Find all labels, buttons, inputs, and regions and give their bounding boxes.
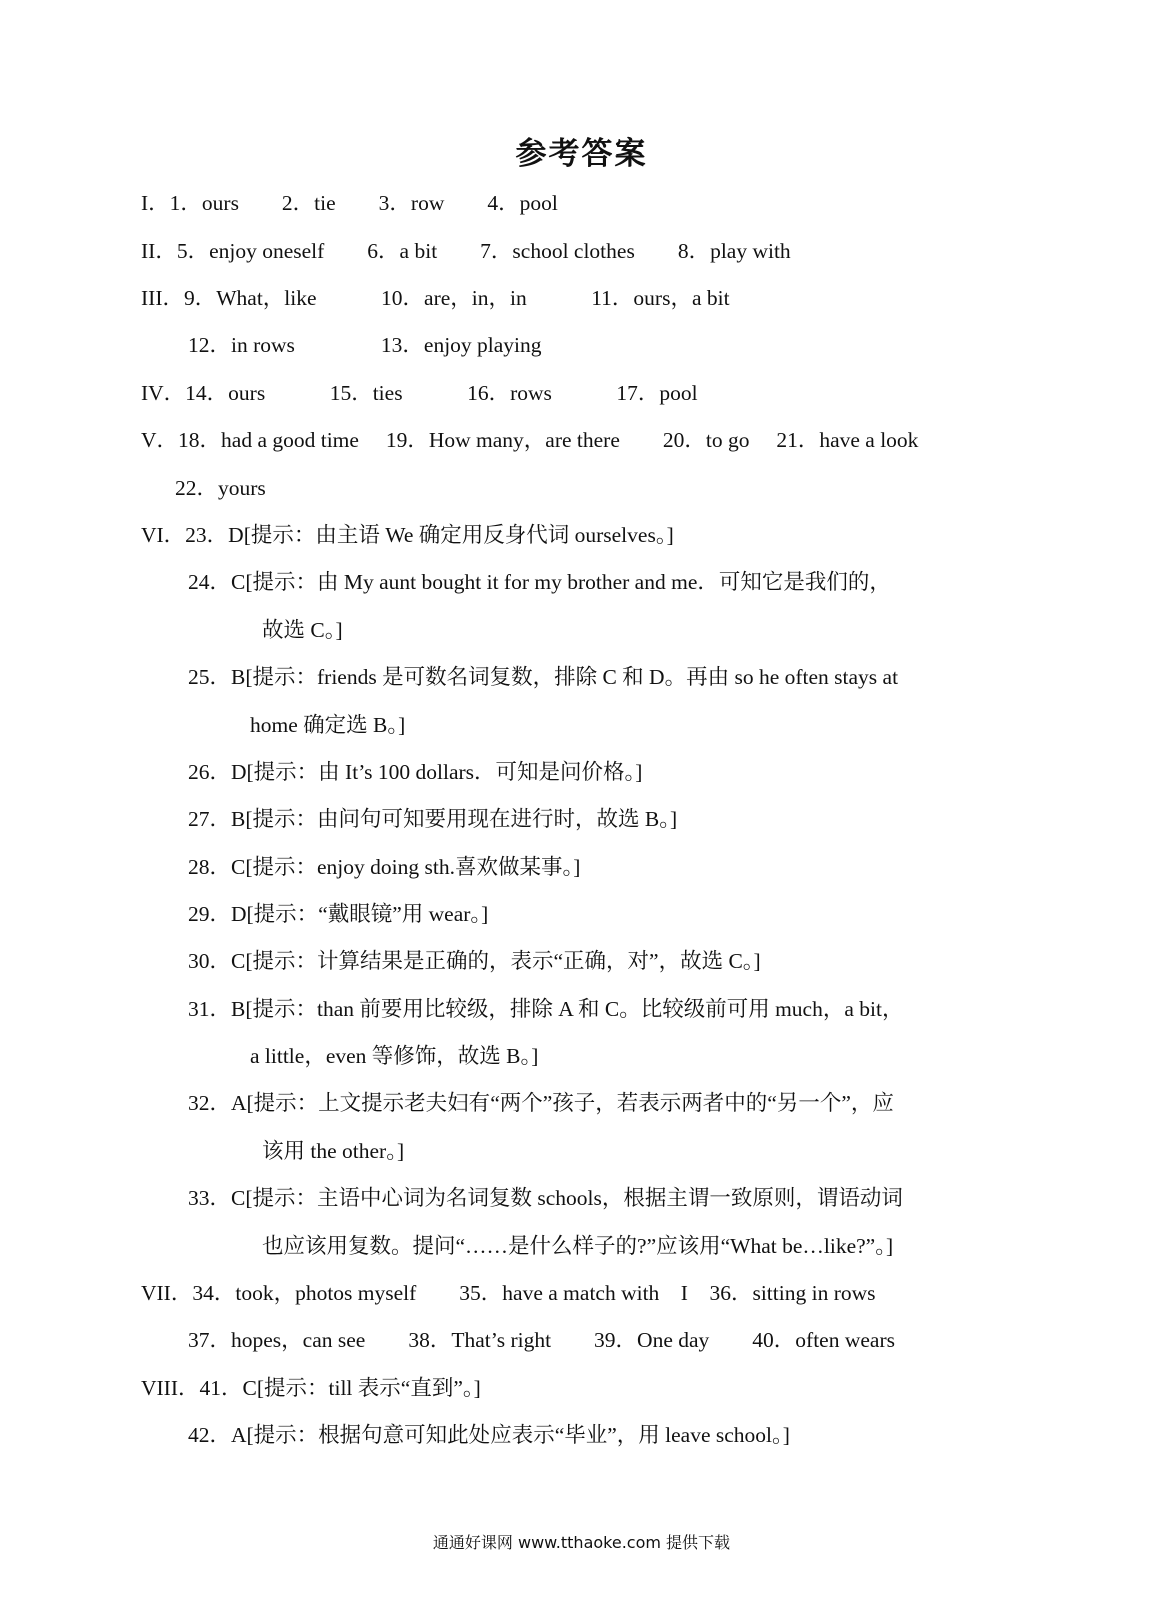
answer-line-2: II．5．enjoy oneself 6．a bit 7．school clothes 8．play with	[141, 239, 791, 263]
footer-source: 通通好课网 www.tthaoke.com 提供下载	[432, 1533, 731, 1552]
answer-line-13: 26．D[提示：由 It’s 100 dollars．可知是问价格。]	[188, 760, 643, 784]
answer-line-23: 也应该用复数。提问“……是什么样子的?”应该用“What be…like?”。]	[262, 1234, 894, 1258]
answer-line-10: 故选 C。]	[262, 618, 343, 642]
answer-line-1: I．1．ours 2．tie 3．row 4．pool	[141, 191, 558, 215]
answer-line-20: 32．A[提示：上文提示老夫妇有“两个”孩子，若表示两者中的“另一个”，应	[188, 1091, 894, 1115]
answer-line-22: 33．C[提示：主语中心词为名词复数 schools，根据主谓一致原则，谓语动词	[188, 1186, 903, 1210]
answer-line-21: 该用 the other。]	[262, 1139, 405, 1163]
answer-line-4: 12．in rows 13．enjoy playing	[188, 333, 542, 357]
answer-line-9: 24．C[提示：由 My aunt bought it for my brother and me．可知它是我们的，	[188, 570, 891, 594]
answer-line-26: VIII．41．C[提示：till 表示“直到”。]	[141, 1376, 481, 1400]
answer-line-16: 29．D[提示：“戴眼镜”用 wear。]	[188, 902, 489, 926]
answer-line-3: III．9．What，like 10．are，in，in 11．ours，a bit	[141, 286, 730, 310]
answer-line-8: VI．23．D[提示：由主语 We 确定用反身代词 ourselves。]	[141, 523, 674, 547]
answer-line-11: 25．B[提示：friends 是可数名词复数，排除 C 和 D。再由 so he often stays at	[188, 665, 899, 689]
answer-line-19: a little，even 等修饰，故选 B。]	[250, 1044, 539, 1068]
answer-line-7: 22．yours	[175, 476, 266, 500]
answer-line-24: VII．34．took，photos myself 35．have a match with I 36．sitting in rows	[141, 1281, 876, 1305]
page-title: 参考答案	[515, 136, 648, 172]
answer-line-5: IV．14．ours 15．ties 16．rows 17．pool	[141, 381, 698, 405]
answer-line-12: home 确定选 B。]	[250, 713, 406, 737]
answer-line-27: 42．A[提示：根据句意可知此处应表示“毕业”，用 leave school。]	[188, 1423, 790, 1447]
answer-line-6: V．18．had a good time 19．How many，are there 20．to go 21．have a look	[141, 428, 919, 452]
answer-line-15: 28．C[提示：enjoy doing sth.喜欢做某事。]	[188, 855, 581, 879]
answer-line-14: 27．B[提示：由问句可知要用现在进行时，故选 B。]	[188, 807, 678, 831]
answer-line-25: 37．hopes，can see 38．That’s right 39．One day 40．often wears	[188, 1328, 895, 1352]
answer-line-17: 30．C[提示：计算结果是正确的，表示“正确，对”，故选 C。]	[188, 949, 761, 973]
answer-line-18: 31．B[提示：than 前要用比较级，排除 A 和 C。比较级前可用 much，a bit，	[188, 997, 904, 1021]
